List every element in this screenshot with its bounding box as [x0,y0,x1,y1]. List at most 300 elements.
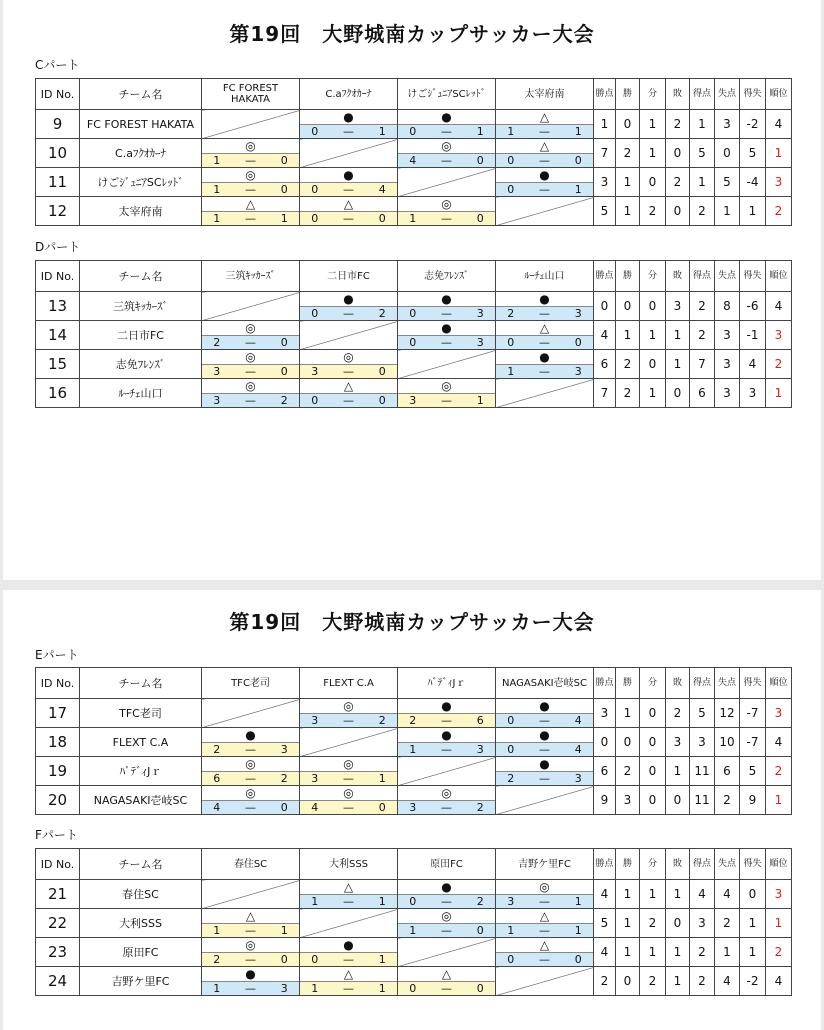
match-result-cell [300,786,398,815]
team-row [36,880,792,909]
match-result-cell [300,292,398,321]
goals-for: 3 [398,394,427,407]
score-dash: — [427,212,465,225]
result-symbol: ◎ [441,139,452,153]
header-stat: 勝 [616,261,640,292]
stat-value: 6 [594,757,616,786]
match-result-cell [202,786,300,815]
header-stat: 敗 [666,849,690,880]
header-team: チーム名 [80,261,202,292]
match-result-cell [496,699,594,728]
score-dash: — [329,801,367,814]
score-dash: — [427,895,465,908]
match-score [202,981,299,995]
rank-value: 2 [766,938,792,967]
match-score [398,742,495,756]
match-result [202,909,299,937]
goals-for: 3 [202,365,231,378]
stat-value: -7 [740,699,766,728]
stat-value: 6 [594,350,616,379]
team-id: 23 [36,938,80,967]
goals-for: 2 [202,953,231,966]
goals-against: 0 [368,801,397,814]
match-result [496,110,593,138]
stat-value: 1 [715,938,740,967]
header-stat: 勝 [616,849,640,880]
page-1 [3,0,821,580]
header-id: ID No. [36,79,80,110]
result-symbol: ◎ [343,699,354,713]
goals-for: 0 [300,125,329,138]
goals-against: 4 [564,743,593,756]
match-result-cell [202,379,300,408]
stat-value: 3 [715,321,740,350]
goals-against: 3 [270,982,299,995]
match-score [300,306,397,320]
header-row [36,79,792,110]
match-result-cell [300,168,398,197]
team-name: 春住SC [80,880,202,909]
goals-for: 0 [496,154,525,167]
team-name: 大利SSS [80,909,202,938]
team-id: 22 [36,909,80,938]
result-symbol: ● [441,110,452,124]
rank-value: 3 [766,880,792,909]
match-score [398,335,495,349]
result-symbol: △ [245,909,256,923]
score-dash: — [525,307,563,320]
match-score [300,981,397,995]
goals-for: 1 [398,212,427,225]
match-result [496,757,593,785]
result-symbol: ● [441,880,452,894]
header-stat: 得失 [740,261,766,292]
match-score [398,800,495,814]
result-symbol: ● [539,757,550,771]
score-dash: — [329,183,367,196]
stat-value: 1 [666,880,690,909]
stat-value: 0 [594,292,616,321]
goals-for: 6 [202,772,231,785]
team-name: TFC老司 [80,699,202,728]
self-match-cell [300,321,398,350]
match-result-cell [496,110,594,139]
goals-for: 0 [496,336,525,349]
stat-value: 0 [666,139,690,168]
header-opponent: ﾊﾞﾃﾞｨJｒ [398,668,496,699]
match-result [398,728,495,756]
team-id: 15 [36,350,80,379]
goals-against: 0 [368,365,397,378]
result-symbol: ◎ [343,757,354,771]
self-match-cell [496,967,594,996]
rank-value: 1 [766,139,792,168]
stat-value: 2 [616,350,640,379]
stat-value: 2 [594,967,616,996]
match-score [300,894,397,908]
result-symbol: ● [343,110,354,124]
stat-value: -1 [740,321,766,350]
stat-value: 2 [666,168,690,197]
score-dash: — [231,212,269,225]
match-result-cell [398,786,496,815]
score-dash: — [231,394,269,407]
stat-value: 2 [666,699,690,728]
stat-value: 2 [690,197,715,226]
result-symbol: ◎ [245,350,256,364]
match-result [300,786,397,814]
result-symbol: ● [343,938,354,952]
match-score [398,306,495,320]
match-score [202,153,299,167]
stat-value: 0 [640,292,666,321]
goals-against: 6 [466,714,495,727]
rank-value: 3 [766,168,792,197]
goals-for: 0 [398,336,427,349]
rank-value: 4 [766,728,792,757]
header-stat: 順位 [766,79,792,110]
match-score [202,952,299,966]
stat-value: 0 [666,786,690,815]
team-name: NAGASAKI壱岐SC [80,786,202,815]
match-result-cell [300,967,398,996]
header-opponent: 志免ﾌﾚﾝｽﾞ [398,261,496,292]
stat-value: 0 [616,967,640,996]
team-name: 三筑ｷｯｶｰｽﾞ [80,292,202,321]
match-result-cell [398,139,496,168]
team-id: 18 [36,728,80,757]
header-opponent: 吉野ケ里FC [496,849,594,880]
score-dash: — [231,801,269,814]
header-stat: 失点 [715,668,740,699]
goals-against: 1 [466,125,495,138]
goals-against: 0 [270,154,299,167]
stat-value: 0 [616,728,640,757]
goals-for: 0 [398,895,427,908]
header-stat: 順位 [766,261,792,292]
header-stat: 分 [640,79,666,110]
goals-against: 3 [564,365,593,378]
team-id: 11 [36,168,80,197]
stat-value: 1 [715,197,740,226]
match-result-cell [398,909,496,938]
team-row [36,321,792,350]
stat-value: 3 [690,909,715,938]
match-score [496,364,593,378]
stat-value: 5 [594,909,616,938]
match-result [496,168,593,196]
goals-against: 1 [270,212,299,225]
goals-for: 1 [398,924,427,937]
match-result [300,699,397,727]
stat-value: 0 [640,786,666,815]
group-label-e: Eパート [35,648,79,662]
match-result-cell [202,197,300,226]
stat-value: 0 [666,909,690,938]
team-name: 吉野ケ里FC [80,967,202,996]
score-dash: — [427,154,465,167]
result-symbol: ◎ [343,786,354,800]
score-dash: — [231,953,269,966]
goals-against: 1 [368,982,397,995]
goals-for: 0 [496,183,525,196]
result-symbol: ● [245,728,256,742]
match-result-cell [398,321,496,350]
match-result-cell [300,110,398,139]
self-match-cell [398,757,496,786]
stat-value: 0 [640,168,666,197]
stat-value: 0 [640,699,666,728]
match-result-cell [202,967,300,996]
score-dash: — [525,924,563,937]
match-result [496,321,593,349]
header-stat: 勝 [616,668,640,699]
goals-for: 2 [202,743,231,756]
page-2 [3,590,821,1030]
result-symbol: ◎ [441,197,452,211]
stat-value: -2 [740,110,766,139]
goals-for: 0 [300,394,329,407]
stat-value: 3 [715,379,740,408]
stat-value: 1 [640,379,666,408]
goals-for: 3 [398,801,427,814]
header-opponent: FC FOREST HAKATA [202,79,300,110]
score-dash: — [525,743,563,756]
standings-table-d [35,260,792,408]
goals-for: 3 [202,394,231,407]
goals-against: 4 [368,183,397,196]
header-stat: 得点 [690,849,715,880]
match-result-cell [496,321,594,350]
match-score [398,393,495,407]
match-result [202,168,299,196]
goals-for: 1 [202,982,231,995]
stat-value: 2 [616,139,640,168]
stat-value: -4 [740,168,766,197]
header-opponent: 春住SC [202,849,300,880]
self-match-cell [300,139,398,168]
match-result [202,197,299,225]
team-name: ﾙｰﾁｪ山口 [80,379,202,408]
header-stat: 得失 [740,849,766,880]
header-stat: 得失 [740,668,766,699]
result-symbol: △ [245,197,256,211]
match-score [496,335,593,349]
match-result [300,967,397,995]
team-row [36,292,792,321]
match-score [398,124,495,138]
stat-value: 5 [690,699,715,728]
rank-value: 2 [766,757,792,786]
team-id: 16 [36,379,80,408]
goals-for: 0 [496,714,525,727]
header-stat: 勝点 [594,849,616,880]
header-team: チーム名 [80,849,202,880]
result-symbol: ◎ [245,938,256,952]
goals-against: 1 [564,125,593,138]
match-score [496,182,593,196]
match-result-cell [398,728,496,757]
stat-value: 1 [690,110,715,139]
match-result-cell [300,197,398,226]
header-stat: 敗 [666,261,690,292]
goals-against: 2 [466,801,495,814]
match-result [496,909,593,937]
goals-against: 1 [368,953,397,966]
stat-value: 7 [594,379,616,408]
match-result [300,110,397,138]
result-symbol: △ [343,967,354,981]
match-result [398,699,495,727]
stat-value: 0 [616,292,640,321]
goals-against: 0 [270,801,299,814]
header-stat: 敗 [666,79,690,110]
match-result [398,909,495,937]
match-result-cell [496,292,594,321]
match-score [202,364,299,378]
standings-table-c [35,78,792,226]
goals-for: 1 [202,183,231,196]
match-result-cell [398,967,496,996]
goals-against: 3 [466,743,495,756]
match-score [496,894,593,908]
stat-value: 0 [616,110,640,139]
stat-value: -6 [740,292,766,321]
stat-value: 1 [740,909,766,938]
match-score [398,211,495,225]
score-dash: — [231,772,269,785]
match-result [496,350,593,378]
team-row [36,757,792,786]
stat-value: 1 [640,321,666,350]
score-dash: — [231,336,269,349]
score-dash: — [231,982,269,995]
match-result-cell [300,757,398,786]
match-score [300,211,397,225]
self-match-cell [398,350,496,379]
stat-value: 0 [594,728,616,757]
match-result-cell [496,728,594,757]
result-symbol: ◎ [245,168,256,182]
rank-value: 1 [766,379,792,408]
score-dash: — [329,772,367,785]
match-result [300,880,397,908]
result-symbol: ◎ [245,139,256,153]
goals-against: 1 [564,924,593,937]
score-dash: — [427,924,465,937]
result-symbol: ● [441,321,452,335]
stat-value: 2 [690,938,715,967]
match-score [300,182,397,196]
team-id: 24 [36,967,80,996]
stat-value: 11 [690,786,715,815]
result-symbol: △ [539,139,550,153]
team-name: FC FOREST HAKATA [80,110,202,139]
match-score [496,952,593,966]
header-row [36,261,792,292]
self-match-cell [202,699,300,728]
self-match-cell [496,786,594,815]
stat-value: 5 [690,139,715,168]
goals-against: 0 [564,154,593,167]
match-result [398,379,495,407]
group-label-d: Dパート [35,240,81,254]
match-result-cell [496,938,594,967]
result-symbol: ● [441,292,452,306]
stat-value: 1 [616,699,640,728]
goals-against: 2 [466,895,495,908]
score-dash: — [329,895,367,908]
match-result [398,292,495,320]
score-dash: — [525,183,563,196]
goals-for: 2 [496,772,525,785]
stat-value: 1 [666,321,690,350]
stat-value: 1 [666,350,690,379]
rank-value: 3 [766,321,792,350]
header-stat: 順位 [766,668,792,699]
team-name: C.aﾌｸｵｶｰﾅ [80,139,202,168]
rank-value: 3 [766,699,792,728]
team-id: 14 [36,321,80,350]
goals-for: 3 [300,365,329,378]
match-score [202,211,299,225]
stat-value: 1 [640,880,666,909]
stat-value: 1 [616,168,640,197]
header-opponent: 二日市FC [300,261,398,292]
team-id: 12 [36,197,80,226]
match-score [300,771,397,785]
standings-table-f [35,848,792,996]
stat-value: 8 [715,292,740,321]
match-score [496,306,593,320]
result-symbol: △ [441,967,452,981]
team-name: ﾊﾞﾃﾞｨJｒ [80,757,202,786]
match-result-cell [496,880,594,909]
team-id: 20 [36,786,80,815]
score-dash: — [427,743,465,756]
header-stat: 得失 [740,79,766,110]
score-dash: — [329,394,367,407]
stat-value: 1 [640,938,666,967]
header-stat: 分 [640,849,666,880]
goals-against: 2 [270,772,299,785]
stat-value: 3 [740,379,766,408]
match-result [496,938,593,966]
result-symbol: ◎ [245,786,256,800]
stat-value: 5 [715,168,740,197]
header-stat: 分 [640,668,666,699]
result-symbol: ● [539,168,550,182]
team-row [36,110,792,139]
match-result-cell [300,350,398,379]
stat-value: 4 [594,880,616,909]
goals-against: 0 [270,336,299,349]
match-result [496,728,593,756]
score-dash: — [525,365,563,378]
score-dash: — [329,982,367,995]
header-opponent: 太宰府南 [496,79,594,110]
match-score [398,153,495,167]
match-result-cell [202,938,300,967]
stat-value: 4 [740,350,766,379]
stat-value: 1 [594,110,616,139]
match-result [300,292,397,320]
rank-value: 2 [766,197,792,226]
match-result-cell [398,110,496,139]
match-result [496,880,593,908]
header-opponent: TFC老司 [202,668,300,699]
rank-value: 4 [766,292,792,321]
